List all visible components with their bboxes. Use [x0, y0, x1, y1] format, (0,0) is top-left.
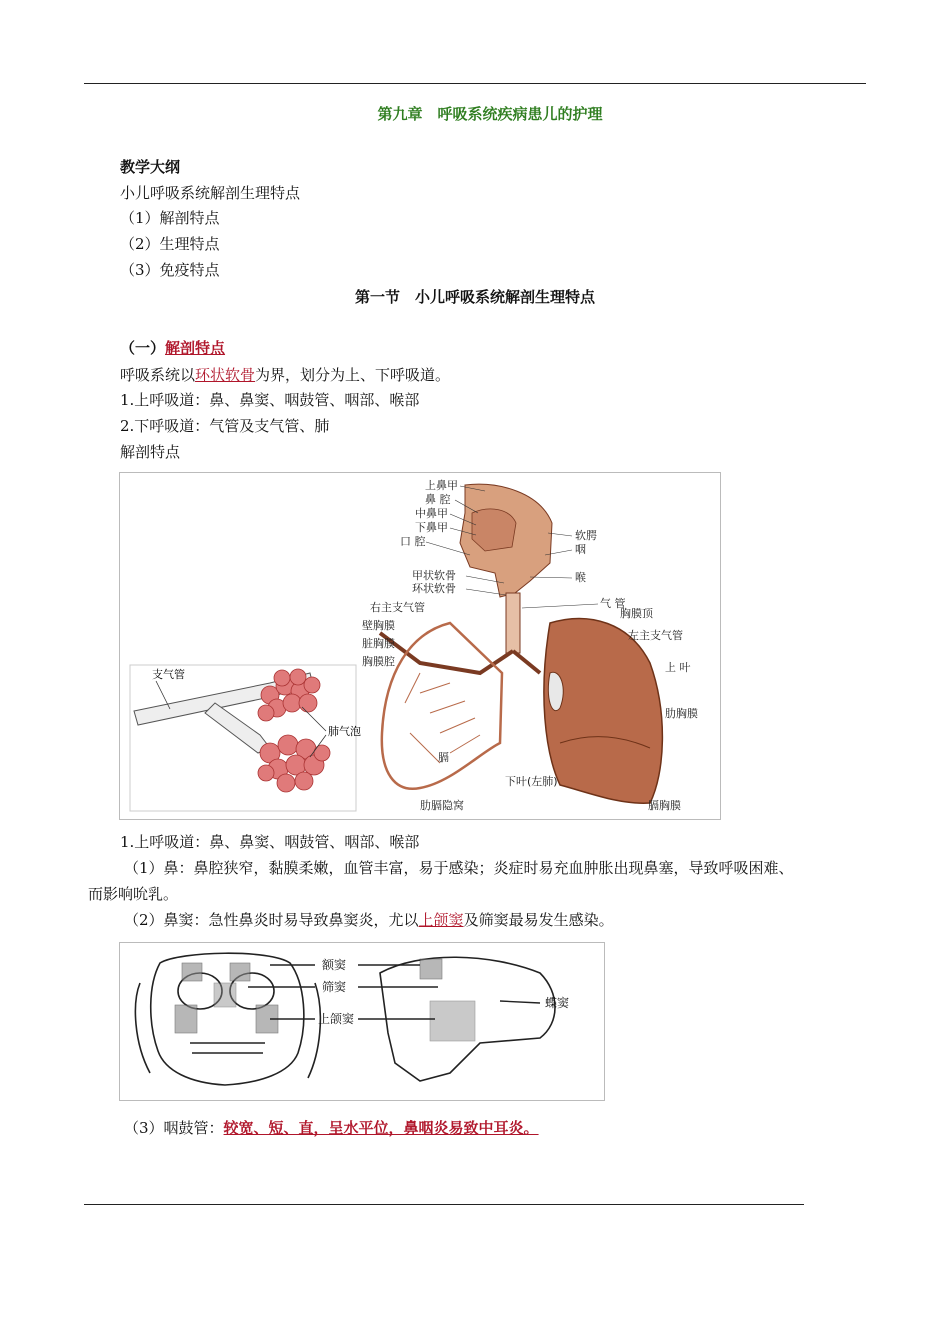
fig1-label-lung-7: 肋胸膜: [665, 707, 698, 720]
outline-heading: 教学大纲: [120, 158, 181, 176]
nose-para-line2: 而影响吮乳。: [88, 885, 179, 903]
fig2-label-1: 筛窦: [322, 980, 347, 994]
fig1-label-upper-8: 环状软骨: [412, 582, 456, 595]
outline-item-1: （1）解剖特点: [120, 209, 220, 227]
fig1-label-lung-3: 胸膜腔: [362, 655, 395, 668]
fig1-label-upper-9: 喉: [575, 571, 586, 584]
right-bronchus: [380, 633, 513, 673]
anatomy-para-4: 解剖特点: [120, 443, 181, 461]
fig1-label-lung-0: 右主支气管: [370, 601, 425, 614]
sinus-before: （2）鼻窦：急性鼻炎时易导致鼻窦炎，尤以: [124, 911, 419, 929]
tube-highlight: 较宽、短、直，呈水平位，鼻咽炎易致中耳炎。: [223, 1119, 539, 1137]
fig1-label-upper-2: 中鼻甲: [415, 507, 448, 520]
sinus-illustration: [120, 943, 604, 1100]
fig1-label-upper-7: 甲状软骨: [412, 569, 456, 582]
outline-item-3: （3）免疫特点: [120, 261, 220, 279]
left-lung: [544, 619, 662, 804]
eustachian-tube-para: [124, 1118, 539, 1138]
respiratory-illustration: [120, 473, 720, 819]
anatomy-para-1: [120, 365, 450, 385]
bottom-rule: [84, 1204, 804, 1205]
fig1-label-lung-1: 壁胸膜: [362, 619, 395, 632]
anatomy-para-3: 2.下呼吸道：气管及支气管、肺: [120, 417, 330, 435]
trachea: [506, 593, 520, 653]
upper-airway-heading: 1.上呼吸道：鼻、鼻窦、咽鼓管、咽部、喉部: [120, 833, 420, 851]
sinus-para: [124, 910, 614, 930]
chapter-title: 第九章 呼吸系统疾病患儿的护理: [377, 105, 603, 123]
fig1-label-upper-3: 下鼻甲: [415, 521, 448, 534]
fig1-label-lung-8: 膈: [438, 751, 449, 764]
fig1-label-lung-2: 脏胸膜: [362, 637, 395, 650]
nasal-cavity: [472, 509, 516, 551]
p1-after: 为界，划分为上、下呼吸道。: [255, 366, 451, 384]
maxillary-sinus-link[interactable]: 上颌窦: [418, 911, 464, 929]
anatomy-heading-prefix: （一）: [120, 339, 166, 357]
tube-prefix: （3）咽鼓管：: [124, 1119, 224, 1137]
respiratory-system-figure: [119, 472, 721, 820]
sinus-figure: [119, 942, 605, 1101]
anatomy-heading: [120, 338, 225, 358]
fig1-label-upper-4: 口 腔: [400, 535, 426, 548]
cricoid-link[interactable]: 环状软骨: [195, 366, 256, 384]
fig2-label-3: 蝶窦: [545, 996, 570, 1010]
fig1-label-lung-6: 上 叶: [665, 661, 691, 674]
alveoli-label-0: 支气管: [152, 668, 185, 681]
fig1-label-lung-4: 胸膜顶: [620, 607, 653, 620]
fig1-label-lung-10: 下叶(左肺): [505, 775, 558, 788]
section-title: 第一节 小儿呼吸系统解剖生理特点: [354, 288, 595, 306]
fig1-label-upper-5: 软腭: [575, 529, 597, 542]
fig1-label-lung-11: 膈胸膜: [648, 799, 681, 812]
fig2-label-2: 上颌窦: [318, 1012, 355, 1026]
anatomy-para-2: 1.上呼吸道：鼻、鼻窦、咽鼓管、咽部、喉部: [120, 391, 420, 409]
alveoli-label-1: 肺气泡: [328, 725, 361, 738]
nose-para-line1: （1）鼻：鼻腔狭窄，黏膜柔嫩，血管丰富，易于感染；炎症时易充血肿胀出现鼻塞，导致呼吸困难、: [124, 859, 794, 877]
fig2-label-0: 额窦: [322, 958, 347, 972]
fig1-label-upper-0: 上鼻甲: [425, 479, 458, 492]
fig1-label-upper-6: 咽: [575, 543, 586, 556]
p1-before: 呼吸系统以: [120, 366, 196, 384]
top-rule: [84, 83, 866, 84]
fig1-label-lung-9: 肋膈隐窝: [420, 799, 464, 812]
outline-topic: 小儿呼吸系统解剖生理特点: [120, 184, 301, 202]
fig1-label-upper-1: 鼻 腔: [425, 493, 451, 506]
anatomy-heading-link[interactable]: 解剖特点: [165, 339, 226, 357]
outline-item-2: （2）生理特点: [120, 235, 220, 253]
fig1-label-lung-5: 左主支气管: [628, 629, 683, 642]
fig1-label-upper-10: 气 管: [600, 597, 626, 610]
sinus-after: 及筛窦最易发生感染。: [463, 911, 614, 929]
